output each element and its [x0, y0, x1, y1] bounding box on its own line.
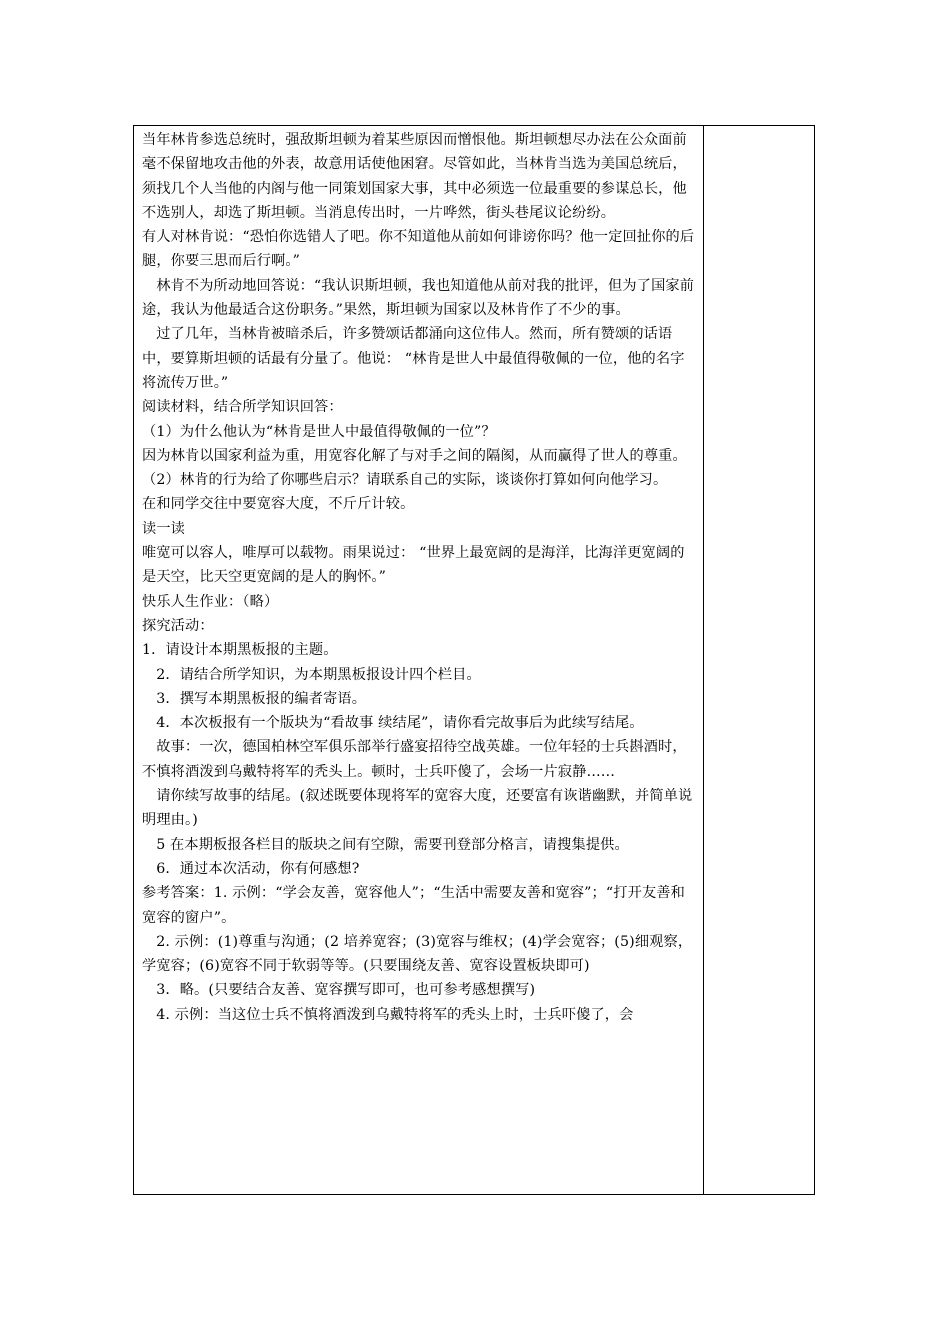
- activity-item-5: 5 在本期板报各栏目的版块之间有空隙，需要刊登部分格言，请搜集提供。: [156, 836, 629, 853]
- activity-story-task: 请你续写故事的结尾。(叙述既要体现将军的宽容大度，还要富有诙谐幽默，并简单说明理由。): [142, 788, 693, 829]
- reference-answer-4: 4. 示例：当这位士兵不慎将酒泼到乌戴特将军的秃头上时，士兵吓傻了，会: [156, 1006, 634, 1023]
- answer-2: 在和同学交往中要宽容大度，不斤斤计较。: [142, 496, 415, 513]
- reading-heading: 读一读: [142, 520, 186, 537]
- story-paragraph-4: 过了几年，当林肯被暗杀后，许多赞颂话都涌向这位伟人。然而，所有赞颂的话语中，要算斯坦顿的话最有分量了。他说： “林肯是世人中最值得敬佩的一位，他的名字将流传万世。”: [142, 326, 685, 391]
- content-table: [133, 125, 815, 1195]
- reference-answer-1: 参考答案：1. 示例：“学会友善，宽容他人”；“生活中需要友善和宽容”；“打开友善和宽容的窗户”。: [142, 885, 685, 926]
- activity-heading: 探究活动：: [142, 617, 214, 634]
- reading-quote: 唯宽可以容人，唯厚可以载物。雨果说过： “世界上最宽阔的是海洋，比海洋更宽阔的是天空，比天空更宽阔的是人的胸怀。”: [142, 545, 685, 586]
- main-column: [142, 128, 698, 1027]
- answer-1: 因为林肯以国家利益为重，用宽容化解了与对手之间的隔阂，从而赢得了世人的尊重。: [142, 447, 687, 464]
- activity-item-2: 2．请结合所学知识，为本期黑板报设计四个栏目。: [156, 666, 481, 683]
- story-paragraph-3: 林肯不为所动地回答说：“我认识斯坦顿，我也知道他从前对我的批评，但为了国家前途，我认为他最适合这份职务。”果然，斯坦顿为国家以及林肯作了不少的事。: [142, 277, 695, 319]
- activity-item-1: 1．请设计本期黑板报的主题。: [142, 642, 338, 659]
- activity-item-4: 4．本次板报有一个版块为“看故事 续结尾”，请你看完故事后为此续写结尾。: [156, 715, 644, 732]
- question-2: （2）林肯的行为给了你哪些启示？请联系自己的实际，谈谈你打算如何向他学习。: [142, 472, 668, 489]
- activity-item-3: 3．撰写本期黑板报的编者寄语。: [156, 690, 367, 707]
- question-1: （1）为什么他认为“林肯是世人中最值得敬佩的一位”？: [142, 423, 496, 440]
- story-paragraph-2: 有人对林肯说：“恐怕你选错人了吧。你不知道他从前如何诽谤你吗？他一定回扯你的后腿，你要三思而后行啊。”: [142, 229, 695, 270]
- side-column: [704, 126, 814, 1194]
- question-prompt: 阅读材料，结合所学知识回答：: [142, 399, 343, 416]
- homework-line: 快乐人生作业：（略）: [142, 593, 279, 610]
- reference-answer-2: 2. 示例：(1)尊重与沟通；(2 培养宽容；(3)宽容与维权；(4)学会宽容；(5)细观察，学宽容；(6)宽容不同于软弱等等。(只要围绕友善、宽容设置板块即可): [142, 933, 693, 975]
- reference-answer-3: 3．略。(只要结合友善、宽容撰写即可，也可参考感想撰写): [156, 982, 536, 999]
- activity-story: 故事：一次，德国柏林空军俱乐部举行盛宴招待空战英雄。一位年轻的士兵斟酒时，不慎将酒泼到乌戴特将军的秃头上。顿时，士兵吓傻了，会场一片寂静……: [142, 739, 687, 780]
- activity-item-6: 6．通过本次活动，你有何感想?: [156, 860, 360, 877]
- story-paragraph-1: 当年林肯参选总统时，强敌斯坦顿为着某些原因而憎恨他。斯坦顿想尽办法在公众面前毫不保留地攻击他的外表，故意用话使他困窘。尽管如此，当林肯当选为美国总统后，须找几个人当他的内阁与他一同策划国家大事，其中必须选一位最重要的参谋总长，他不选别人，却选了斯坦顿。当消息传出时，一片哗然，街头巷尾议论纷纷。: [142, 132, 687, 221]
